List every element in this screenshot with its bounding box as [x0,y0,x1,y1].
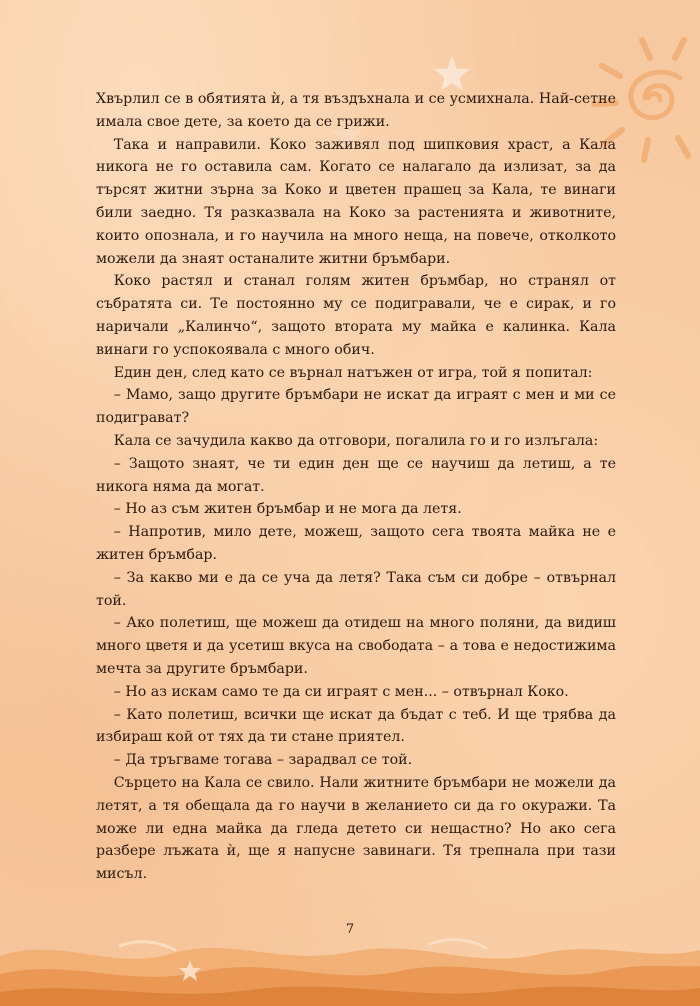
dialogue-line: – Мамо, защо другите бръмбари не искат да играят с мен и ми се подиграват? [96,387,616,427]
paragraph: Кала се зачудила какво да отговори, погалила го и го излъгала: [113,432,599,449]
page-number: 7 [345,922,355,937]
dialogue-line: – Като полетиш, всички ще искат да бъдат с теб. И ще трябва да избираш кой от тях да ти стане приятел. [96,706,616,746]
dialogue-line: – Да тръгваме тогава – зарадвал се той. [113,752,413,769]
dialogue-line: – Но аз искам само те да си играят с мен... – отвърнал Коко. [113,683,569,700]
dialogue-line: – Но аз съм житен бръмбар и не мога да летя. [113,501,462,518]
dialogue-line: – Ако полетиш, ще можеш да отидеш на много поляни, да видиш много цветя и да усетиш вкуса на свободата – а това е недостижима мечта за другите бръмбари. [96,615,616,677]
dialogue-line: – Напротив, мило дете, можеш, защото сега твоята майка не е житен бръмбар. [96,524,616,563]
paragraph: Един ден, след като се върнал натъжен от игра, той я попитал: [113,364,593,381]
paragraph: Така и направили. Коко заживял под шипковия храст, а Кала никога не го оставила сам. Когато се налагало да излизат, за да търсят житни зърна за Коко и цветен прашец за Кала, те винаги били заедно. Тя разказвала на Коко за растенията и животните, които опознала, и го научила на много неща, на повече, отколкото можели да знаят останалите житни бръмбари. [96,136,616,267]
paragraph: Хвърлил се в обятията ѝ, а тя въздъхнала и се усмихнала. Най-сетне имала свое дете, за което да се грижи. [96,91,616,130]
dialogue-line: – За какво ми е да се уча да летя? Така съм си добре – отвърнал той. [96,569,616,609]
paragraph: Сърцето на Кала се свило. Нали житните бръмбари не можели да летят, а тя обещала да го научи в желанието си да го окуражи. Та може ли една майка да гледа детето си нещастно? Но ако сега разбере лъжата ѝ, ще я напусне завинаги. Тя трепнала при тази мисъл. [96,774,616,883]
wave-border [0,916,700,1006]
story-text [96,88,616,886]
paragraph: Коко растял и станал голям житен бръмбар, но странял от събратята си. Те постоянно му се подигравали, че е сирак, и го наричали „Калинчо“, защото втората му майка е калинка. Кала винаги го успокоявала с много обич. [96,273,616,358]
dialogue-line: – Защото знаят, че ти един ден ще се научиш да летиш, а те никога няма да могат. [96,455,616,495]
